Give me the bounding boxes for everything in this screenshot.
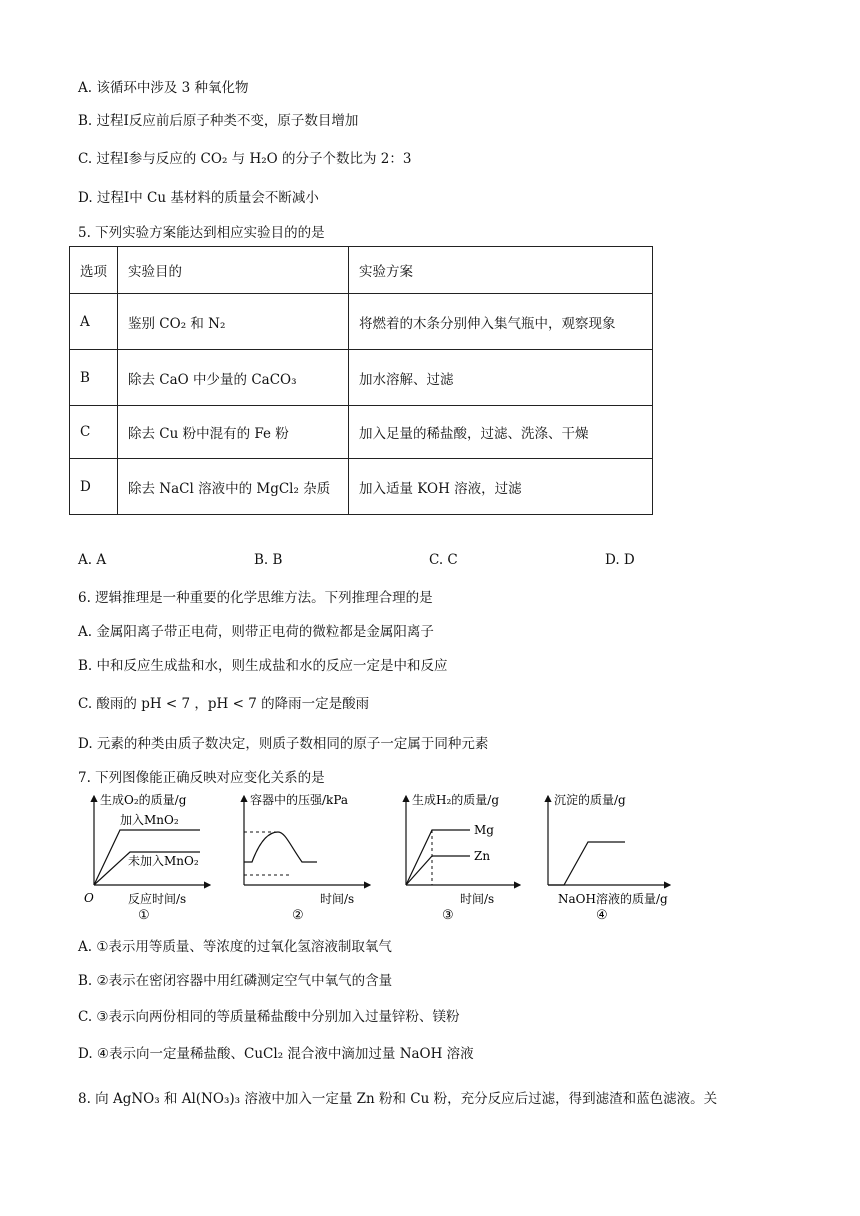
q4-option-b: B. 过程Ⅰ反应前后原子种类不变，原子数目增加 (78, 113, 359, 129)
q4-option-d: D. 过程Ⅰ中 Cu 基材料的质量会不断减小 (78, 190, 319, 206)
table-row (70, 406, 653, 459)
header-option: 选项 (70, 247, 118, 294)
q4-option-c: C. 过程Ⅰ参与反应的 CO₂ 与 H₂O 的分子个数比为 2：3 (78, 151, 412, 167)
graph-3-mg-label: Mg (474, 823, 494, 837)
row-option: A (70, 294, 118, 350)
graph-1-line1-label: 加入MnO₂ (120, 813, 179, 827)
graph-3-xlabel: 时间/s (460, 892, 495, 906)
q7-option-a: A. ①表示用等质量、等浓度的过氧化氢溶液制取氧气 (78, 939, 392, 955)
q7-option-b: B. ②表示在密闭容器中用红磷测定空气中氧气的含量 (78, 973, 393, 989)
q6-option-d: D. 元素的种类由质子数决定，则质子数相同的原子一定属于同种元素 (78, 736, 489, 752)
q5-answer-d: D. D (605, 552, 635, 568)
q7-option-c: C. ③表示向两份相同的等质量稀盐酸中分别加入过量锌粉、镁粉 (78, 1009, 460, 1025)
graph-4 (548, 792, 670, 923)
q6-option-c: C. 酸雨的 pH < 7 ，pH < 7 的降雨一定是酸雨 (78, 696, 370, 712)
graph-2-ylabel: 容器中的压强/kPa (250, 793, 349, 807)
header-goal: 实验目的 (118, 247, 349, 294)
graph-4-number: ④ (596, 908, 608, 923)
q5-answer-b: B. B (254, 552, 283, 568)
row-goal: 除去 NaCl 溶液中的 MgCl₂ 杂质 (118, 459, 349, 515)
row-option: B (70, 350, 118, 406)
graph-1-origin: O (84, 891, 94, 905)
q5-stem: 5. 下列实验方案能达到相应实验目的的是 (78, 225, 325, 241)
row-option: D (70, 459, 118, 515)
graph-1-xlabel: 反应时间/s (128, 892, 187, 906)
row-option: C (70, 406, 118, 459)
q5-table (69, 246, 653, 515)
graph-1 (84, 792, 210, 923)
table-row (70, 350, 653, 406)
graph-1-number: ① (138, 908, 150, 923)
q4-option-a: A. 该循环中涉及 3 种氧化物 (78, 80, 249, 96)
graph-3-zn-line (406, 856, 470, 885)
row-plan: 加入足量的稀盐酸，过滤、洗涤、干燥 (349, 406, 653, 459)
graph-4-ylabel: 沉淀的质量/g (554, 793, 626, 807)
row-plan: 加入适量 KOH 溶液，过滤 (349, 459, 653, 515)
q7-option-d: D. ④表示向一定量稀盐酸、CuCl₂ 混合液中滴加过量 NaOH 溶液 (78, 1046, 474, 1062)
table-row (70, 459, 653, 515)
q8-stem: 8. 向 AgNO₃ 和 Al(NO₃)₃ 溶液中加入一定量 Zn 粉和 Cu 粉，充分反应后过滤，得到滤渣和蓝色滤液。关 (78, 1091, 718, 1107)
table-row (70, 294, 653, 350)
graph-2-xlabel: 时间/s (320, 892, 355, 906)
q6-option-b: B. 中和反应生成盐和水，则生成盐和水的反应一定是中和反应 (78, 658, 448, 674)
graph-3-ylabel: 生成H₂的质量/g (412, 793, 500, 807)
q5-answer-c: C. C (429, 552, 458, 568)
graph-3-mg-line (406, 830, 470, 885)
row-goal: 除去 Cu 粉中混有的 Fe 粉 (118, 406, 349, 459)
graph-2-pressure-curve (244, 832, 317, 862)
graph-1-line2-label: 未加入MnO₂ (128, 854, 199, 868)
graph-2-number: ② (292, 908, 304, 923)
table-header-row (70, 247, 653, 294)
q5-answer-a: A. A (78, 552, 107, 568)
row-goal: 除去 CaO 中少量的 CaCO₃ (118, 350, 349, 406)
graph-3-number: ③ (442, 908, 454, 923)
row-goal: 鉴别 CO₂ 和 N₂ (118, 294, 349, 350)
q7-graphs (80, 790, 700, 930)
q7-stem: 7. 下列图像能正确反映对应变化关系的是 (78, 770, 325, 786)
row-plan: 加水溶解、过滤 (349, 350, 653, 406)
graph-2 (244, 792, 370, 923)
q6-option-a: A. 金属阳离子带正电荷，则带正电荷的微粒都是金属阳离子 (78, 624, 434, 640)
graph-4-xlabel: NaOH溶液的质量/g (558, 892, 668, 906)
header-plan: 实验方案 (349, 247, 653, 294)
graph-3-zn-label: Zn (474, 849, 491, 863)
q5-answer-options (78, 552, 638, 572)
graph-3 (406, 792, 520, 923)
graph-1-ylabel: 生成O₂的质量/g (100, 793, 187, 807)
q6-stem: 6. 逻辑推理是一种重要的化学思维方法。下列推理合理的是 (78, 590, 433, 606)
graph-4-precipitate-line (548, 842, 625, 885)
row-plan: 将燃着的木条分别伸入集气瓶中，观察现象 (349, 294, 653, 350)
